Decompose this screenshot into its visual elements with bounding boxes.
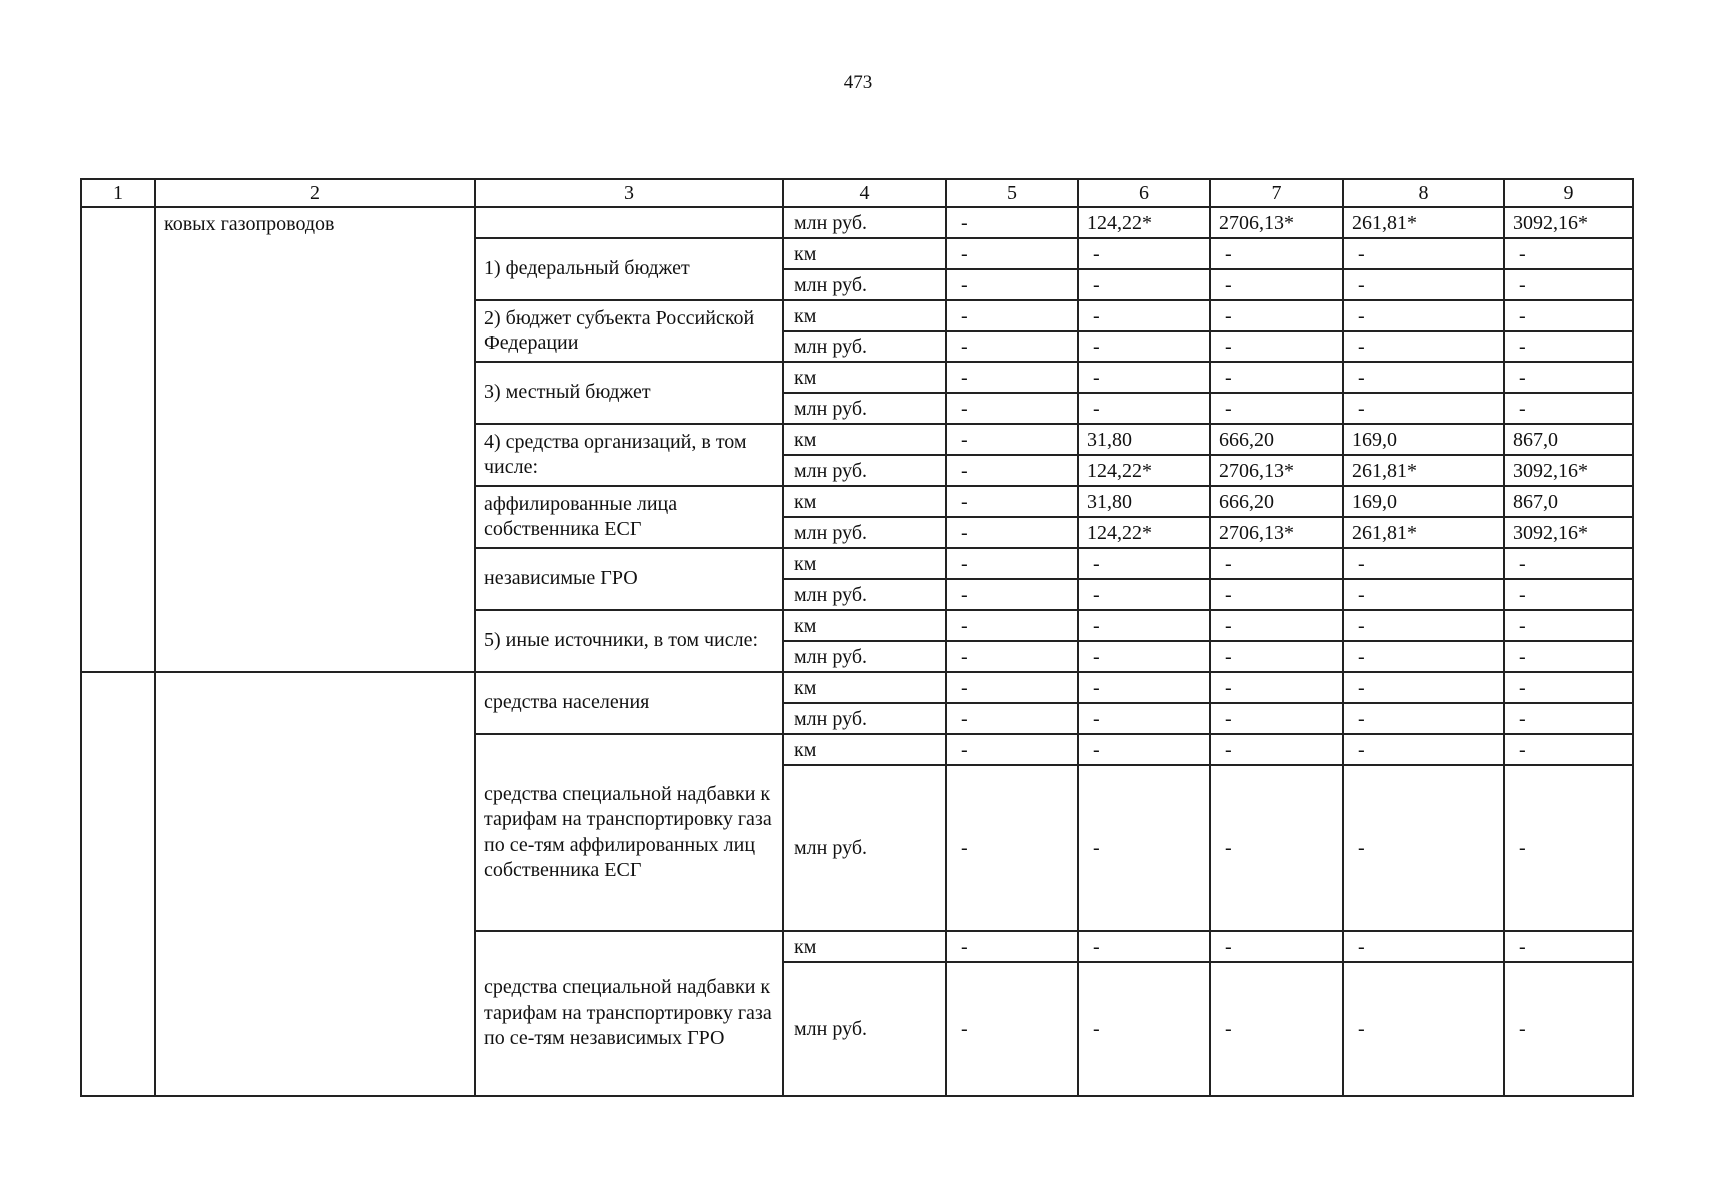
- value-cell: 261,81*: [1343, 517, 1504, 548]
- value-cell: -: [946, 517, 1078, 548]
- value-cell: -: [1078, 641, 1210, 672]
- value-cell: -: [1504, 548, 1633, 579]
- value-cell: -: [1210, 641, 1343, 672]
- unit-cell: км: [783, 300, 946, 331]
- value-cell: 31,80: [1078, 424, 1210, 455]
- value-cell: -: [1343, 703, 1504, 734]
- value-cell: -: [946, 610, 1078, 641]
- value-cell: -: [1210, 331, 1343, 362]
- value-cell: -: [946, 931, 1078, 962]
- table-row: [81, 672, 1633, 703]
- funding-source-label: средства специальной надбавки к тарифам на транспортировку газа по се-тям независимых ГРО: [475, 931, 783, 1096]
- table-row: [81, 207, 1633, 238]
- value-cell: -: [946, 962, 1078, 1096]
- funding-source-label: 5) иные источники, в том числе:: [475, 610, 783, 672]
- value-cell: -: [1504, 931, 1633, 962]
- value-cell: -: [946, 641, 1078, 672]
- value-cell: -: [1504, 962, 1633, 1096]
- unit-cell: млн руб.: [783, 331, 946, 362]
- value-cell: -: [946, 393, 1078, 424]
- value-cell: -: [1078, 548, 1210, 579]
- value-cell: -: [1343, 734, 1504, 765]
- value-cell: -: [1078, 393, 1210, 424]
- unit-cell: млн руб.: [783, 641, 946, 672]
- value-cell: 3092,16*: [1504, 517, 1633, 548]
- value-cell: -: [946, 331, 1078, 362]
- section-title: ковых газопроводов: [155, 207, 475, 672]
- value-cell: -: [1343, 610, 1504, 641]
- value-cell: 3092,16*: [1504, 455, 1633, 486]
- value-cell: 2706,13*: [1210, 207, 1343, 238]
- value-cell: -: [1078, 238, 1210, 269]
- value-cell: -: [946, 362, 1078, 393]
- column-header: 8: [1343, 179, 1504, 207]
- value-cell: -: [1078, 269, 1210, 300]
- value-cell: -: [946, 734, 1078, 765]
- value-cell: -: [946, 424, 1078, 455]
- unit-cell: млн руб.: [783, 393, 946, 424]
- value-cell: -: [946, 765, 1078, 931]
- unit-cell: млн руб.: [783, 207, 946, 238]
- value-cell: -: [1343, 393, 1504, 424]
- value-cell: -: [1504, 269, 1633, 300]
- page-number: 473: [843, 72, 873, 93]
- unit-cell: км: [783, 238, 946, 269]
- value-cell: -: [1343, 931, 1504, 962]
- value-cell: -: [1343, 238, 1504, 269]
- unit-cell: млн руб.: [783, 455, 946, 486]
- object-name-cell: [155, 672, 475, 1096]
- value-cell: -: [946, 672, 1078, 703]
- value-cell: -: [1078, 362, 1210, 393]
- financing-table: [80, 178, 1634, 1097]
- value-cell: -: [1504, 362, 1633, 393]
- unit-cell: млн руб.: [783, 269, 946, 300]
- unit-cell: км: [783, 672, 946, 703]
- funding-source-label: средства населения: [475, 672, 783, 734]
- unit-cell: км: [783, 734, 946, 765]
- value-cell: 169,0: [1343, 424, 1504, 455]
- value-cell: -: [1078, 300, 1210, 331]
- value-cell: -: [1343, 331, 1504, 362]
- value-cell: -: [1504, 238, 1633, 269]
- column-header: 1: [81, 179, 155, 207]
- row-number-cell: [81, 672, 155, 1096]
- value-cell: -: [1343, 269, 1504, 300]
- header-row: [81, 179, 1633, 207]
- value-cell: 2706,13*: [1210, 517, 1343, 548]
- value-cell: -: [1343, 362, 1504, 393]
- value-cell: -: [1078, 931, 1210, 962]
- value-cell: 124,22*: [1078, 207, 1210, 238]
- funding-source-label: аффилированные лица собственника ЕСГ: [475, 486, 783, 548]
- unit-cell: млн руб.: [783, 962, 946, 1096]
- value-cell: -: [946, 269, 1078, 300]
- value-cell: -: [946, 703, 1078, 734]
- funding-source-label: 4) средства организаций, в том числе:: [475, 424, 783, 486]
- funding-source-label: 1) федеральный бюджет: [475, 238, 783, 300]
- unit-cell: км: [783, 424, 946, 455]
- value-cell: 31,80: [1078, 486, 1210, 517]
- value-cell: -: [946, 486, 1078, 517]
- value-cell: -: [1210, 672, 1343, 703]
- value-cell: -: [946, 455, 1078, 486]
- value-cell: -: [1078, 610, 1210, 641]
- value-cell: -: [1504, 579, 1633, 610]
- value-cell: -: [1210, 300, 1343, 331]
- unit-cell: км: [783, 931, 946, 962]
- value-cell: -: [1210, 931, 1343, 962]
- value-cell: -: [1210, 962, 1343, 1096]
- unit-cell: км: [783, 548, 946, 579]
- value-cell: -: [1343, 962, 1504, 1096]
- value-cell: -: [1343, 579, 1504, 610]
- value-cell: -: [1504, 641, 1633, 672]
- unit-cell: млн руб.: [783, 517, 946, 548]
- funding-source-label: независимые ГРО: [475, 548, 783, 610]
- value-cell: -: [946, 207, 1078, 238]
- value-cell: -: [946, 579, 1078, 610]
- value-cell: -: [1078, 734, 1210, 765]
- column-header: 4: [783, 179, 946, 207]
- value-cell: -: [1078, 579, 1210, 610]
- value-cell: 3092,16*: [1504, 207, 1633, 238]
- unit-cell: млн руб.: [783, 579, 946, 610]
- column-header: 9: [1504, 179, 1633, 207]
- funding-source-label: средства специальной надбавки к тарифам на транспортировку газа по се-тям аффилированных лиц собственника ЕСГ: [475, 734, 783, 931]
- value-cell: 124,22*: [1078, 455, 1210, 486]
- value-cell: 867,0: [1504, 424, 1633, 455]
- unit-cell: млн руб.: [783, 765, 946, 931]
- value-cell: -: [1343, 672, 1504, 703]
- value-cell: -: [1078, 765, 1210, 931]
- value-cell: 666,20: [1210, 424, 1343, 455]
- value-cell: 169,0: [1343, 486, 1504, 517]
- value-cell: -: [1504, 765, 1633, 931]
- value-cell: -: [1078, 703, 1210, 734]
- column-header: 3: [475, 179, 783, 207]
- value-cell: -: [1504, 734, 1633, 765]
- value-cell: -: [1078, 672, 1210, 703]
- value-cell: -: [1504, 393, 1633, 424]
- value-cell: 666,20: [1210, 486, 1343, 517]
- funding-source-label: 3) местный бюджет: [475, 362, 783, 424]
- value-cell: -: [1210, 269, 1343, 300]
- value-cell: 2706,13*: [1210, 455, 1343, 486]
- unit-cell: км: [783, 486, 946, 517]
- unit-cell: км: [783, 610, 946, 641]
- value-cell: 867,0: [1504, 486, 1633, 517]
- column-header: 6: [1078, 179, 1210, 207]
- funding-source-label: [475, 207, 783, 238]
- value-cell: -: [1078, 331, 1210, 362]
- value-cell: -: [1504, 610, 1633, 641]
- value-cell: -: [1343, 548, 1504, 579]
- column-header: 7: [1210, 179, 1343, 207]
- column-header: 5: [946, 179, 1078, 207]
- value-cell: -: [1343, 765, 1504, 931]
- funding-source-label: 2) бюджет субъекта Российской Федерации: [475, 300, 783, 362]
- value-cell: 124,22*: [1078, 517, 1210, 548]
- value-cell: -: [1343, 300, 1504, 331]
- value-cell: -: [1210, 393, 1343, 424]
- value-cell: 261,81*: [1343, 455, 1504, 486]
- row-number-cell: [81, 207, 155, 672]
- value-cell: -: [1504, 672, 1633, 703]
- value-cell: -: [946, 300, 1078, 331]
- value-cell: 261,81*: [1343, 207, 1504, 238]
- value-cell: -: [1504, 331, 1633, 362]
- value-cell: -: [1210, 765, 1343, 931]
- unit-cell: млн руб.: [783, 703, 946, 734]
- value-cell: -: [1343, 641, 1504, 672]
- value-cell: -: [1504, 703, 1633, 734]
- value-cell: -: [946, 548, 1078, 579]
- value-cell: -: [1210, 610, 1343, 641]
- value-cell: -: [1210, 703, 1343, 734]
- value-cell: -: [1210, 548, 1343, 579]
- value-cell: -: [946, 238, 1078, 269]
- value-cell: -: [1210, 362, 1343, 393]
- unit-cell: км: [783, 362, 946, 393]
- value-cell: -: [1210, 734, 1343, 765]
- value-cell: -: [1504, 300, 1633, 331]
- value-cell: -: [1210, 579, 1343, 610]
- value-cell: -: [1210, 238, 1343, 269]
- value-cell: -: [1078, 962, 1210, 1096]
- column-header: 2: [155, 179, 475, 207]
